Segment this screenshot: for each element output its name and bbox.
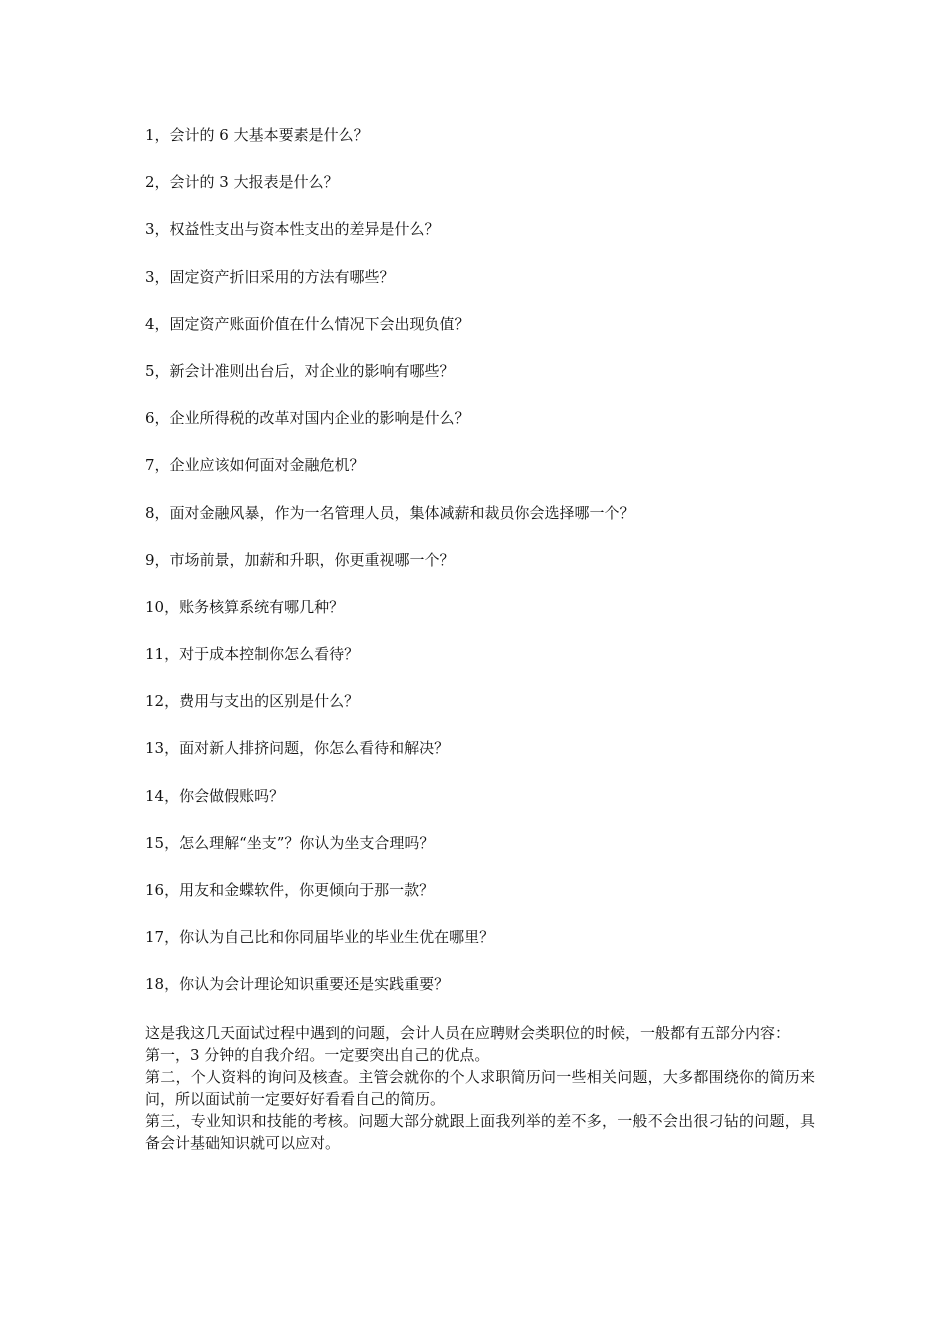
section-paragraph: 第三，专业知识和技能的考核。问题大部分就跟上面我列举的差不多，一般不会出很刁钻的问题，具备会计基础知识就可以应对。 (145, 1112, 815, 1152)
question-item: 18，你认为会计理论知识重要还是实践重要？ (145, 975, 450, 994)
question-item: 14，你会做假账吗？ (145, 786, 285, 805)
question-item: 17，你认为自己比和你同届毕业的毕业生优在哪里？ (145, 928, 495, 947)
body-text (145, 1022, 815, 1154)
question-item: 9，市场前景，加薪和升职，你更重视哪一个？ (145, 550, 455, 569)
question-item: 3，权益性支出与资本性支出的差异是什么？ (145, 220, 440, 239)
question-item: 8，面对金融风暴，作为一名管理人员，集体减薪和裁员你会选择哪一个？ (145, 503, 635, 522)
intro-paragraph: 这是我这几天面试过程中遇到的问题，会计人员在应聘财会类职位的时候，一般都有五部分内容： (145, 1024, 791, 1042)
question-item: 12，费用与支出的区别是什么？ (145, 692, 360, 711)
section-paragraph: 第二，个人资料的询问及核查。主管会就你的个人求职简历问一些相关问题，大多都围绕你的简历来问，所以面试前一定要好好看看自己的简历。 (145, 1068, 815, 1108)
question-item: 2，会计的 3 大报表是什么？ (145, 173, 339, 192)
question-item: 13，面对新人排挤问题，你怎么看待和解决？ (145, 739, 450, 758)
question-item: 15，怎么理解“坐支”？你认为坐支合理吗？ (145, 833, 435, 852)
question-item: 3，固定资产折旧采用的方法有哪些？ (145, 267, 395, 286)
question-list (145, 124, 825, 1021)
question-item: 1，会计的 6 大基本要素是什么？ (145, 126, 369, 144)
question-item: 6，企业所得税的改革对国内企业的影响是什么？ (145, 409, 470, 428)
question-item: 4，固定资产账面价值在什么情况下会出现负值？ (145, 314, 470, 333)
question-item: 7，企业应该如何面对金融危机？ (145, 456, 365, 475)
section-paragraph: 第一，3 分钟的自我介绍。一定要突出自己的优点。 (145, 1046, 490, 1064)
question-item: 10，账务核算系统有哪几种？ (145, 597, 345, 616)
question-item: 5，新会计准则出台后，对企业的影响有哪些？ (145, 361, 455, 380)
question-item: 16，用友和金蝶软件，你更倾向于那一款？ (145, 881, 435, 899)
question-item: 11，对于成本控制你怎么看待？ (145, 645, 360, 664)
